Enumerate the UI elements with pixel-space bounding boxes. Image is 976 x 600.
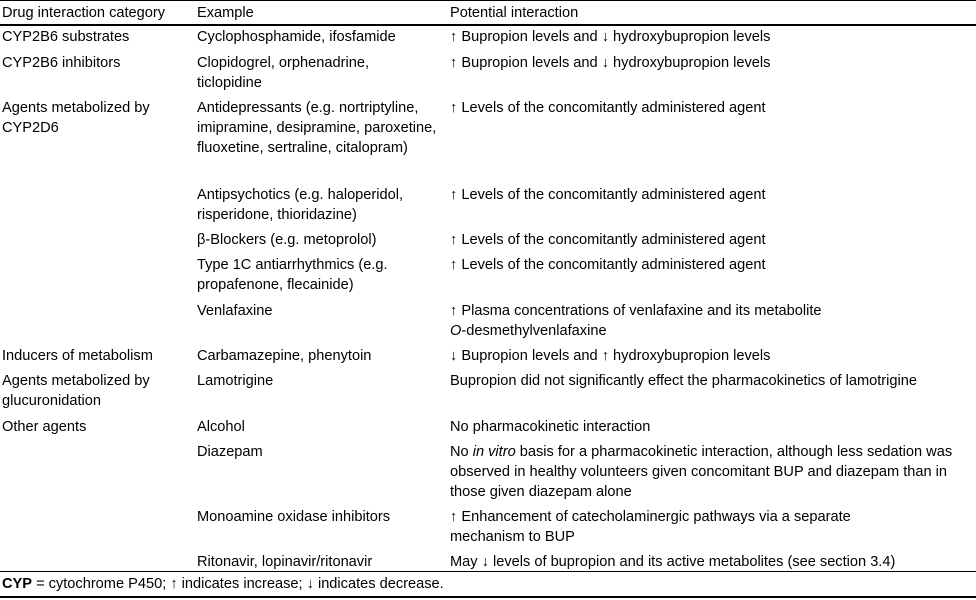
row-category: Other agents [2,419,87,435]
interaction-text: ↑ Plasma concentrations of venlafaxine and its metabolite [450,303,822,319]
interaction-text: -desmethylvenlafaxine [461,323,607,339]
row-example: Type 1C antiarrhythmics (e.g. propafenone, flecainide) [197,257,388,293]
row-interaction: ↑ Bupropion levels and ↓ hydroxybupropion levels [450,29,771,45]
header-category: Drug interaction category [2,5,166,21]
row-category: Agents metabolized by CYP2D6 [2,100,150,136]
row-example: Antidepressants (e.g. nortriptyline, imipramine, desipramine, paroxetine, fluoxetine, sertraline, citalopram) [197,100,437,156]
row-interaction: Bupropion did not significantly effect the pharmacokinetics of lamotrigine [450,373,917,389]
row-example: Monoamine oxidase inhibitors [197,509,391,525]
footnote-text: = cytochrome P450; ↑ indicates increase; ↓ indicates decrease. [32,576,444,592]
row-category: CYP2B6 substrates [2,29,130,45]
row-interaction: ↑ Levels of the concomitantly administered agent [450,257,766,273]
table-top-rule [0,0,976,1]
table-footnote [2,574,444,594]
interaction-italic: in vitro [472,444,516,460]
header-example: Example [197,5,254,21]
row-interaction: ↑ Bupropion levels and ↓ hydroxybupropion levels [450,55,771,71]
row-interaction [450,442,974,502]
row-interaction: No pharmacokinetic interaction [450,419,651,435]
row-example: Diazepam [197,444,263,460]
row-example: Cyclophosphamide, ifosfamide [197,29,396,45]
row-interaction: ↑ Levels of the concomitantly administered agent [450,232,766,248]
header-bottom-rule [0,24,976,26]
row-category: Agents metabolized by glucuronidation [2,373,150,409]
interaction-italic: O [450,323,462,339]
row-category: Inducers of metabolism [2,348,153,364]
row-interaction [450,301,974,341]
row-example: Alcohol [197,419,245,435]
row-interaction: ↓ Bupropion levels and ↑ hydroxybupropion levels [450,348,771,364]
row-example: Venlafaxine [197,303,273,319]
interaction-text: basis for a pharmacokinetic interaction, although less sedation was observed in healthy volunteers given concomitant BUP and diazepam than in those given diazepam alone [450,444,953,500]
table-bottom-rule [0,596,976,598]
row-example: β-Blockers (e.g. metoprolol) [197,232,377,248]
row-interaction: ↑ Levels of the concomitantly administered agent [450,100,766,116]
header-interaction: Potential interaction [450,5,579,21]
row-interaction: ↑ Levels of the concomitantly administered agent [450,187,766,203]
row-example: Antipsychotics (e.g. haloperidol, risperidone, thioridazine) [197,187,404,223]
row-example: Lamotrigine [197,373,274,389]
row-interaction: May ↓ levels of bupropion and its active metabolites (see section 3.4) [450,554,896,570]
interaction-text: No [450,444,473,460]
footnote-abbrev: CYP [2,576,33,592]
row-example: Carbamazepine, phenytoin [197,348,372,364]
row-interaction: ↑ Enhancement of catecholaminergic pathways via a separate mechanism to BUP [450,509,851,545]
row-category: CYP2B6 inhibitors [2,55,121,71]
row-example: Ritonavir, lopinavir/ritonavir [197,554,373,570]
row-example: Clopidogrel, orphenadrine, ticlopidine [197,55,369,91]
